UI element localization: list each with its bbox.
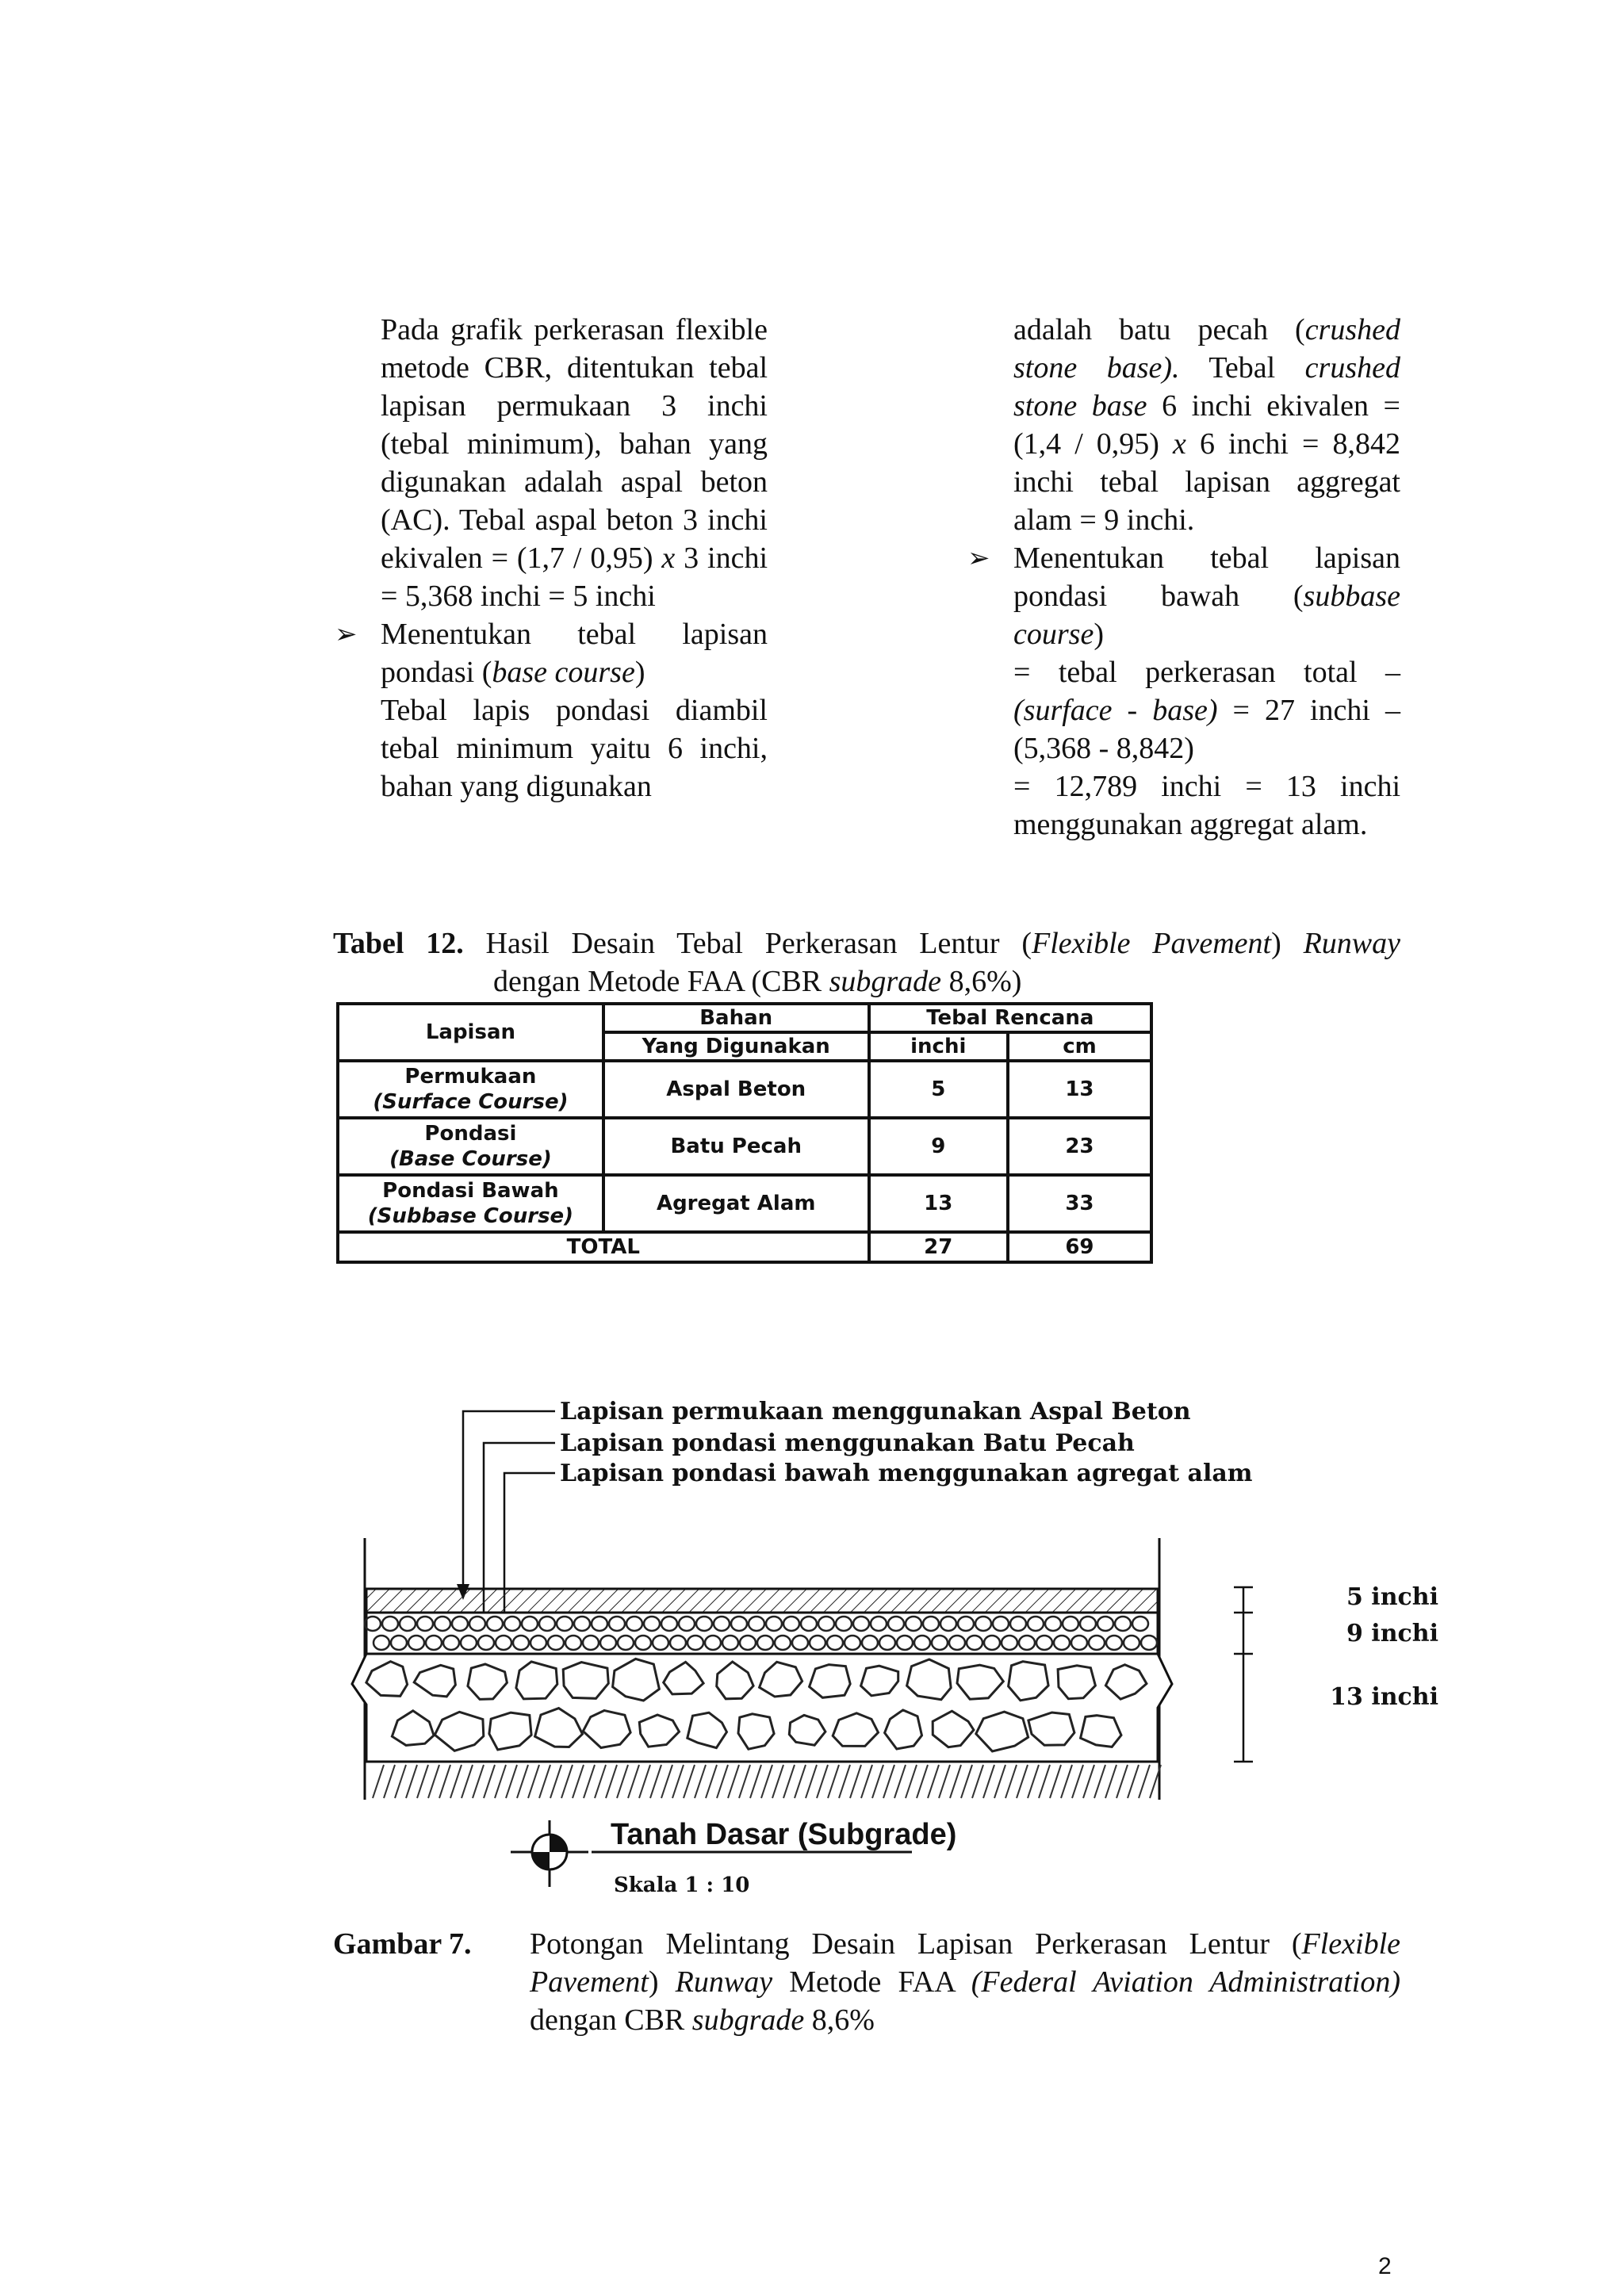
ground-hatch-line: [917, 1765, 928, 1798]
ground-hatch-line: [1139, 1765, 1150, 1798]
ground-hatch-line: [839, 1765, 850, 1798]
ground-hatch-line: [1072, 1765, 1083, 1798]
ground-hatch-line: [1128, 1765, 1139, 1798]
ground-hatch-line: [850, 1765, 861, 1798]
ground-hatch-line: [939, 1765, 950, 1798]
ground-hatch-line: [539, 1765, 550, 1798]
ground-hatch-line: [861, 1765, 872, 1798]
ground-hatch-line: [706, 1765, 717, 1798]
ground-hatch-line: [961, 1765, 972, 1798]
ground-hatch-line: [617, 1765, 628, 1798]
left-paragraph-2: Tebal lapis pondasi diambil tebal minimum yaitu 6 inchi, bahan yang digunakan: [381, 694, 768, 803]
surface-layer: [366, 1589, 1158, 1613]
ground-hatch-line: [462, 1765, 473, 1798]
ground-hatch-line: [1028, 1765, 1039, 1798]
right-formula-line-2: = 12,789 inchi = 13 inchi menggunakan aggregat alam.: [1013, 770, 1400, 841]
total-inchi: 27: [869, 1232, 1008, 1262]
ground-hatch-line: [595, 1765, 606, 1798]
section-symbol-icon: [511, 1820, 588, 1887]
base-layer: [365, 1613, 1158, 1654]
ground-hatch-line: [906, 1765, 917, 1798]
row-layer-name: Permukaan (Surface Course): [338, 1061, 603, 1118]
ground-hatch-line: [894, 1765, 906, 1798]
row-cm: 33: [1008, 1175, 1151, 1232]
arrow-bullet-icon: ➢: [335, 618, 358, 650]
ground-hatch-line: [1061, 1765, 1072, 1798]
ground-hatch-line: [750, 1765, 761, 1798]
row-cm: 13: [1008, 1061, 1151, 1118]
ground-hatch-line: [484, 1765, 495, 1798]
ground-hatch-line: [606, 1765, 617, 1798]
right-formula-line-1: = tebal perkerasan total – (surface - base) = 27 inchi – (5,368 - 8,842): [1013, 656, 1400, 765]
ground-hatch-line: [761, 1765, 772, 1798]
row-layer-name: Pondasi Bawah (Subbase Course): [338, 1175, 603, 1232]
ground-hatch-line: [817, 1765, 828, 1798]
ground-hatch-line: [450, 1765, 462, 1798]
arrow-bullet-icon: ➢: [967, 542, 990, 574]
row-material: Agregat Alam: [603, 1175, 869, 1232]
ground-hatch-line: [828, 1765, 839, 1798]
ground-hatch-line: [473, 1765, 484, 1798]
ground-hatch-line: [1094, 1765, 1105, 1798]
thickness-subbase-label: 13 inchi: [1330, 1683, 1438, 1711]
ground-hatch-line: [950, 1765, 961, 1798]
ground-hatch-line: [1105, 1765, 1116, 1798]
callout-labels: [560, 1398, 1253, 1487]
total-cm: 69: [1008, 1232, 1151, 1262]
ground-hatch-line: [561, 1765, 573, 1798]
scale-label: Skala 1 : 10: [614, 1873, 750, 1897]
ground-hatch-line: [439, 1765, 450, 1798]
thickness-labels: [1330, 1583, 1438, 1711]
ground-hatch-line: [1005, 1765, 1017, 1798]
total-label: TOTAL: [338, 1232, 869, 1262]
ground-hatch-line: [772, 1765, 783, 1798]
row-layer-name: Pondasi (Base Course): [338, 1118, 603, 1175]
thickness-base-label: 9 inchi: [1346, 1620, 1438, 1647]
callout-base-label: Lapisan pondasi menggunakan Batu Pecah: [560, 1429, 1135, 1457]
row-inchi: 13: [869, 1175, 1008, 1232]
ground-hatch-line: [695, 1765, 706, 1798]
ground-hatch-line: [672, 1765, 684, 1798]
callout-subbase-label: Lapisan pondasi bawah menggunakan agregat alam: [560, 1460, 1253, 1487]
ground-hatch-line: [506, 1765, 517, 1798]
ground-hatch-line: [395, 1765, 406, 1798]
ground-hatch-line: [1116, 1765, 1128, 1798]
ground-hatch-line: [417, 1765, 428, 1798]
ground-hatch-line: [928, 1765, 939, 1798]
ground-hatch-line: [528, 1765, 539, 1798]
ground-hatch-line: [806, 1765, 817, 1798]
ground-hatch-line: [384, 1765, 395, 1798]
figure-label: Gambar 7.: [333, 1927, 472, 1961]
ground-hatch-line: [1017, 1765, 1028, 1798]
ground-hatch-line: [650, 1765, 661, 1798]
header-bahan: Bahan: [603, 1004, 869, 1032]
ground-hatch-line: [972, 1765, 983, 1798]
callout-surface-label: Lapisan permukaan menggunakan Aspal Beton: [560, 1398, 1191, 1425]
right-paragraph-1: adalah batu pecah (crushed stone base). Tebal crushed stone base 6 inchi ekivalen = (1,4 / 0,95) x 6 inchi = 8,842 inchi tebal lapisan aggregat alam = 9 inchi.: [1013, 313, 1400, 537]
ground-hatch-line: [661, 1765, 672, 1798]
thickness-dimension: [1234, 1587, 1253, 1762]
left-paragraph-1: Pada grafik perkerasan flexible metode CBR, ditentukan tebal lapisan permukaan 3 inchi (tebal minimum), bahan yang digunakan adalah aspal beton (AC). Tebal aspal beton 3 inchi ekivalen = (1,7 / 0,95) x 3 inchi = 5,368 inchi = 5 inchi: [381, 313, 768, 613]
header-lapisan: Lapisan: [338, 1004, 603, 1061]
header-inchi: inchi: [869, 1032, 1008, 1061]
ground-hatch-line: [584, 1765, 595, 1798]
ground-hatch-line: [684, 1765, 695, 1798]
ground-hatch-line: [373, 1765, 384, 1798]
ground-hatch-line: [728, 1765, 739, 1798]
header-cm: cm: [1008, 1032, 1151, 1061]
subgrade-hatching: [373, 1765, 1161, 1798]
row-material: Aspal Beton: [603, 1061, 869, 1118]
ground-hatch-line: [628, 1765, 639, 1798]
bullet-base-course: ➢ Menentukan tebal lapisan pondasi (base course): [381, 615, 768, 691]
ground-hatch-line: [795, 1765, 806, 1798]
ground-hatch-line: [994, 1765, 1005, 1798]
ground-hatch-line: [1050, 1765, 1061, 1798]
ground-hatch-line: [1083, 1765, 1094, 1798]
figure-caption-text: Potongan Melintang Desain Lapisan Perkerasan Lentur (Flexible Pavement) Runway Metode FAA (Federal Aviation Administration) dengan CBR subgrade 8,6%: [530, 1927, 1400, 2037]
row-cm: 23: [1008, 1118, 1151, 1175]
header-tebal-rencana: Tebal Rencana: [869, 1004, 1151, 1032]
ground-hatch-line: [717, 1765, 728, 1798]
page-number: 2: [1378, 2253, 1392, 2279]
header-yang-digunakan: Yang Digunakan: [603, 1032, 869, 1061]
row-inchi: 9: [869, 1118, 1008, 1175]
ground-hatch-line: [1039, 1765, 1050, 1798]
ground-hatch-line: [406, 1765, 417, 1798]
subbase-layer: [352, 1654, 1172, 1762]
row-inchi: 5: [869, 1061, 1008, 1118]
ground-hatch-line: [783, 1765, 795, 1798]
ground-hatch-line: [872, 1765, 883, 1798]
ground-hatch-line: [883, 1765, 894, 1798]
ground-hatch-line: [739, 1765, 750, 1798]
ground-hatch-line: [428, 1765, 439, 1798]
ground-hatch-line: [495, 1765, 506, 1798]
ground-hatch-line: [573, 1765, 584, 1798]
row-material: Batu Pecah: [603, 1118, 869, 1175]
subgrade-title: Tanah Dasar (Subgrade): [611, 1818, 957, 1851]
ground-hatch-line: [639, 1765, 650, 1798]
ground-hatch-line: [517, 1765, 528, 1798]
ground-hatch-line: [550, 1765, 561, 1798]
thickness-surface-label: 5 inchi: [1346, 1583, 1438, 1611]
table-caption: Tabel 12. Hasil Desain Tebal Perkerasan Lentur (Flexible Pavement) Runway dengan Metode FAA (CBR subgrade 8,6%): [333, 927, 1400, 998]
bullet-subbase-course: ➢ Menentukan tebal lapisan pondasi bawah (subbase course): [1013, 539, 1400, 653]
ground-hatch-line: [983, 1765, 994, 1798]
